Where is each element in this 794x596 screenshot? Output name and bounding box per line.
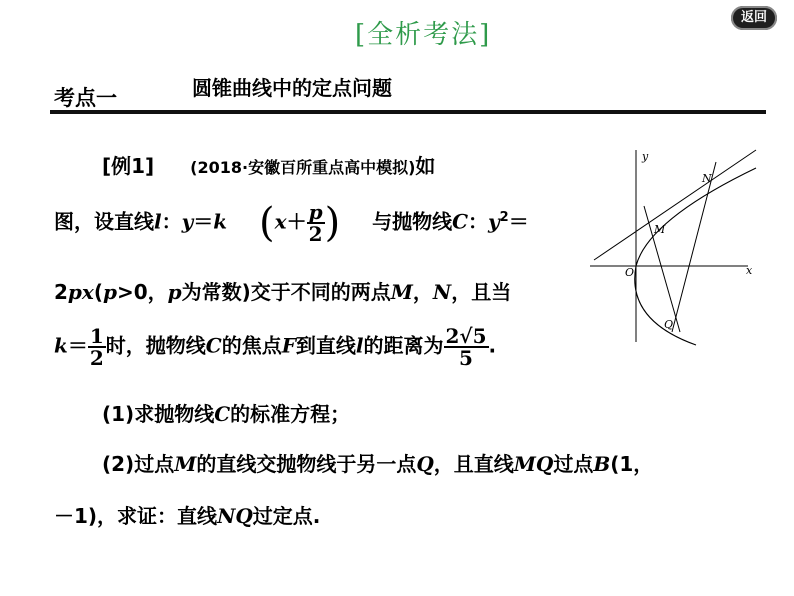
var-C: C [205, 333, 222, 358]
kaodian-title: 圆锥曲线中的定点问题 [192, 76, 392, 100]
var-x: x [274, 209, 287, 234]
problem-text: ： [468, 209, 489, 234]
question-1 [102, 398, 350, 427]
var-k: k [54, 333, 68, 358]
kaodian-label: 考点一 [54, 86, 117, 110]
question-2 [102, 448, 653, 477]
fraction-distance [444, 326, 489, 368]
example-label: [例1] [102, 154, 155, 178]
fraction-denominator: 2 [308, 222, 323, 246]
var-l: l [154, 209, 162, 234]
right-paren: ) [324, 200, 341, 246]
var-F: F [281, 333, 296, 358]
fraction-denominator: 2 [89, 346, 104, 370]
problem-text: 图，设直线 [54, 209, 154, 234]
problem-text: 为常数)交于不同的两点 [181, 280, 391, 304]
problem-text: 过定点. [252, 504, 321, 528]
problem-text: . [488, 333, 497, 358]
problem-text: 的标准方程； [230, 402, 351, 426]
problem-text: ( [93, 280, 103, 304]
parabola-curve [635, 168, 756, 345]
problem-line-3 [54, 276, 511, 305]
back-button[interactable]: 返回 [731, 6, 777, 30]
problem-text: ： [161, 209, 182, 234]
problem-text: ，且直线 [433, 452, 514, 476]
line-l [594, 150, 756, 260]
problem-text: 与抛物线 [372, 209, 453, 234]
parabola-figure [588, 140, 768, 350]
fraction-numerator: 2√5 [445, 324, 487, 348]
var-MQ: MQ [513, 452, 554, 476]
problem-text: －1)，求证：直线 [54, 504, 218, 528]
problem-text: 时，抛物线 [105, 333, 206, 358]
line-nq [672, 162, 716, 332]
fraction-denominator: 5 [459, 346, 473, 370]
problem-line-1 [102, 150, 435, 179]
problem-text: 过点 [553, 452, 594, 476]
problem-text: 的焦点 [221, 333, 282, 358]
var-C: C [452, 209, 469, 234]
fraction-p-over-2 [307, 202, 325, 244]
var-Q: Q [416, 452, 434, 476]
fraction-one-half [88, 326, 106, 368]
exponent: 2 [499, 209, 509, 225]
var-N: N [432, 280, 452, 304]
var-p: p [167, 280, 182, 304]
y-axis-label: y [642, 150, 649, 163]
var-NQ: NQ [217, 504, 253, 528]
problem-text: (1， [610, 452, 654, 476]
var-p: p [102, 280, 117, 304]
question-2-continued [54, 500, 320, 529]
equals-sign: ＝ [508, 209, 529, 234]
var-C: C [214, 402, 231, 426]
problem-text: ， [412, 280, 433, 304]
problem-line-4 [54, 326, 496, 368]
var-y: y [488, 209, 500, 234]
var-M: M [174, 452, 197, 476]
point-n-label: N [702, 172, 712, 185]
var-B: B [593, 452, 611, 476]
var-l: l [355, 333, 364, 358]
equals-sign: ＝ [193, 209, 214, 234]
problem-text: 的直线交抛物线于另一点 [196, 452, 417, 476]
problem-text: >0， [116, 280, 168, 304]
problem-text: 如 [415, 154, 436, 178]
problem-text: 的距离为 [363, 333, 444, 358]
section-title: [全析考法] [355, 20, 492, 50]
fraction-numerator: 1 [89, 324, 104, 348]
x-axis-label: x [746, 264, 753, 277]
equals-sign: ＝ [67, 333, 88, 358]
var-M: M [390, 280, 413, 304]
left-paren: ( [259, 200, 275, 246]
problem-text: 到直线 [295, 333, 356, 358]
problem-source: (2018·安徽百所重点高中模拟) [190, 158, 416, 177]
plus-sign: ＋ [286, 209, 307, 234]
problem-text: (1)求抛物线 [102, 402, 215, 426]
problem-text: ，且当 [451, 280, 512, 304]
point-q-label: Q [664, 318, 674, 331]
var-px: px [67, 280, 94, 304]
origin-label: O [625, 266, 635, 279]
point-m-label: M [654, 223, 666, 236]
problem-text: 2 [54, 280, 68, 304]
var-y: y [181, 209, 194, 234]
problem-text: (2)过点 [102, 452, 175, 476]
fraction-numerator: p [308, 200, 323, 224]
kaodian-underline [50, 110, 766, 114]
problem-line-2 [54, 200, 529, 246]
var-k: k [213, 209, 228, 234]
